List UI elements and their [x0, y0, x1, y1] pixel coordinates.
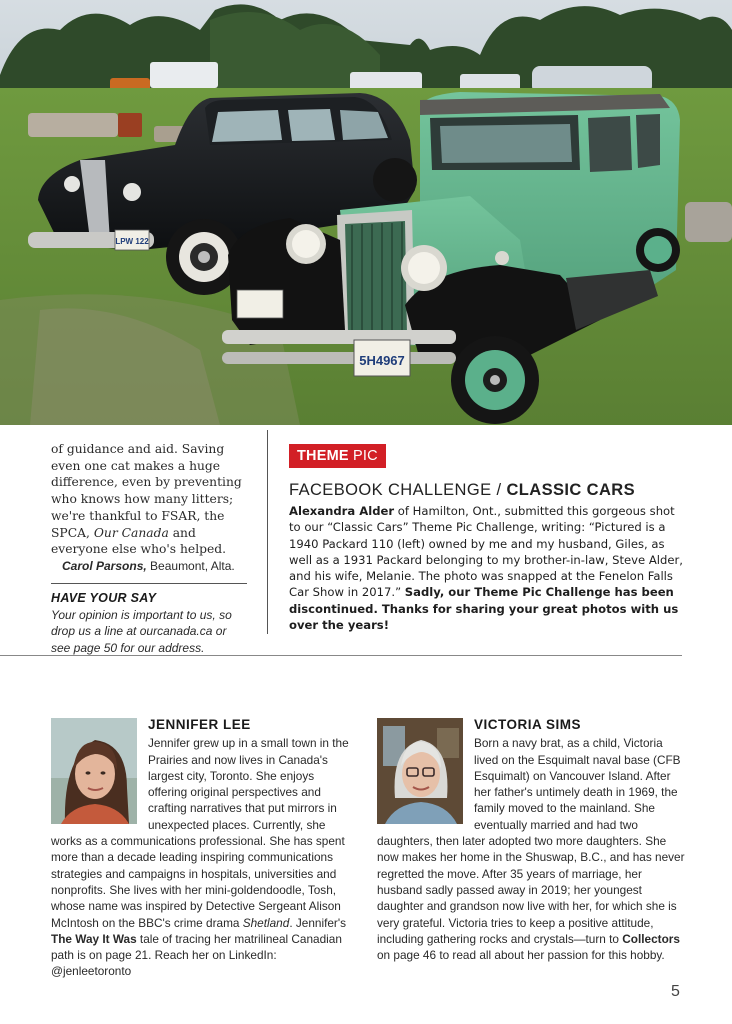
- jennifer-portrait: [51, 718, 137, 824]
- reader-letter: [51, 441, 247, 656]
- classic-cars-photo: [0, 0, 732, 425]
- letter-signature: Carol Parsons, Beaumont, Alta.: [62, 558, 235, 573]
- theme-pic-body: Alexandra Alder of Hamilton, Ont., submitted this gorgeous shot to our “Classic Cars” Theme Pic Challenge, writing: “Pictured is a 1940 Packard 110 (left) owned by me and my husband, Giles, as well as a 1931 Packard belonging to my brother-in-law, Steve Alder, and his wife, Melanie. The photo was snapped at the Fenelon Falls Car Show in 2017.” Sadly, our Theme Pic Challenge has been discontinued. Thanks for sharing your great photos with us over the years!: [289, 504, 683, 633]
- jennifer-name: JENNIFER LEE: [148, 717, 251, 732]
- victoria-name: VICTORIA SIMS: [474, 717, 582, 732]
- have-your-say-heading: HAVE YOUR SAY: [51, 590, 157, 605]
- victoria-portrait: [377, 718, 463, 824]
- letter-body: of guidance and aid. Saving even one cat makes a huge difference, even by preventing who knows how many litters; we're thankful to FSAR, the SPCA, Our Canada and everyone else who's helped.: [51, 442, 242, 557]
- plate-right: 5H4967: [359, 353, 405, 368]
- vertical-divider: [267, 430, 268, 634]
- theme-pic-section: [289, 444, 684, 633]
- section-divider: [0, 655, 682, 656]
- column-divider: [51, 583, 247, 584]
- plate-left: LPW 122: [115, 237, 149, 246]
- contributor-bio-victoria: [377, 717, 685, 963]
- victoria-bio-text: Born a navy brat, as a child, Victoria lived on the Esquimalt naval base (CFB Esquimalt) on Vancouver Island. After her father's untimely death in 1969, the family moved to the mainland. She eventually married and had two daughters, then later adopted two more daughters. She now makes her home in the Shuswap, B.C., and has never regretted the move. After 35 years of marriage, her husband sadly passed away in 2019; her youngest daughter and grandson now live with her, for which she is very grateful. Victoria tries to keep a positive attitude, including gathering rocks and crystals—turn to Collectors on page 46 to read all about her passion for this hobby.: [377, 736, 685, 963]
- theme-pic-badge: THEME PIC: [289, 444, 386, 468]
- jennifer-bio-text: Jennifer grew up in a small town in the Prairies and now lives in Canada's largest city, Toronto. She enjoys offering original perspectives and crafting narratives that put mirrors in unexpected places. Currently, she works as a communications professional. She has spent more than a decade leading inspiring communications strategies and campaigns in hospitals, universities and nonprofits. She lives with her mini-goldendoodle, Tosh, whose name was inspired by Detective Sergeant Alison McIntosh on the BBC's crime drama Shetland. Jennifer's The Way It Was tale of tracing her matrilineal Canadian path is on page 21. Reach her on LinkedIn: @jenleetoronto: [51, 736, 349, 979]
- have-your-say-body: Your opinion is important to us, so drop us a line at ourcanada.ca or see page 50 for our address.: [51, 607, 232, 655]
- theme-pic-heading: FACEBOOK CHALLENGE / CLASSIC CARS: [289, 481, 636, 499]
- contributor-bio-jennifer: [51, 717, 353, 980]
- page-number: 5: [671, 983, 680, 1000]
